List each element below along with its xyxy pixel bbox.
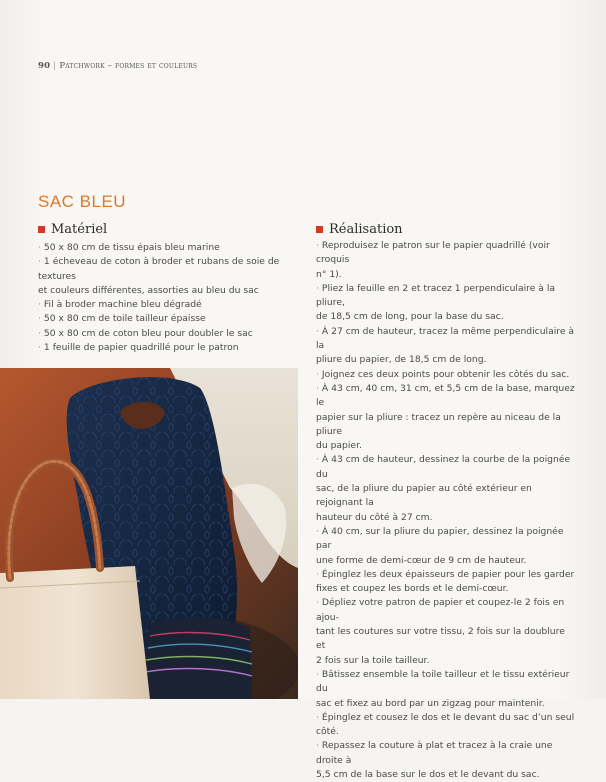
list-item: · À 43 cm de hauteur, dessinez la courbe de la poignée du xyxy=(316,454,571,480)
bag-photo xyxy=(0,368,298,699)
list-item: sac et fixez au bord par un zigzag pour maintenir. xyxy=(316,697,545,709)
list-item: pliure du papier, de 18,5 cm de long. xyxy=(316,354,487,366)
list-item: du papier. xyxy=(316,440,362,452)
list-item: côté. xyxy=(316,726,339,738)
materiel-heading-label: Matériel xyxy=(51,222,108,237)
list-item: · 50 x 80 cm de coton bleu pour doubler le sac xyxy=(38,327,253,339)
list-item: 5,5 cm de la base sur le dos et le devant du sac. xyxy=(316,768,540,780)
list-item: sac, de la pliure du papier au côté extérieur en rejoignant la xyxy=(316,483,532,509)
heading-square-icon xyxy=(316,226,323,233)
list-item: de 18,5 cm de long, pour la base du sac. xyxy=(316,311,504,323)
list-item: · À 43 cm, 40 cm, 31 cm, et 5,5 cm de la base, marquez le xyxy=(316,382,575,409)
list-item: · Repassez la couture à plat et tracez à la craie une droite à xyxy=(316,740,553,766)
list-item: une forme de demi-cœur de 9 cm de hauteur. xyxy=(316,554,527,566)
list-item: tant les coutures sur votre tissu, 2 fois sur la doublure et xyxy=(316,626,565,652)
section-title: Patchwork – formes et couleurs xyxy=(59,61,198,71)
list-item: · Pliez la feuille en 2 et tracez 1 perpendiculaire à la pliure, xyxy=(316,282,556,309)
running-header: 90 | Patchwork – formes et couleurs xyxy=(38,61,198,71)
realisation-heading xyxy=(316,222,403,237)
list-item: · Dépliez votre patron de papier et coupez-le 2 fois en ajou- xyxy=(316,597,565,623)
heading-square-icon xyxy=(38,226,45,233)
list-item: n° 1). xyxy=(316,268,342,280)
list-item: fixes et coupez les bords et le demi-cœur. xyxy=(316,583,509,595)
list-item: et couleurs différentes, assorties au bleu du sac xyxy=(38,284,259,296)
list-item: hauteur du côté à 27 cm. xyxy=(316,511,433,523)
project-title: SAC BLEU xyxy=(38,192,127,211)
realisation-heading-label: Réalisation xyxy=(329,222,403,237)
list-item: · Reproduisez le patron sur le papier quadrillé (voir croquis xyxy=(316,240,550,266)
list-item: · 1 feuille de papier quadrillé pour le patron xyxy=(38,342,239,354)
list-item: papier sur la pliure : tracez un repère au niceau de la pliure xyxy=(316,411,561,437)
list-item: · Épinglez les deux épaisseurs de papier pour les garder xyxy=(316,568,575,580)
materiel-heading xyxy=(38,222,107,237)
list-item: · À 27 cm de hauteur, tracez la même perpendiculaire à la xyxy=(316,325,575,352)
list-item: · 50 x 80 cm de toile tailleur épaisse xyxy=(38,313,206,325)
list-item: · Joignez ces deux points pour obtenir les côtés du sac. xyxy=(316,368,570,380)
materiel-list xyxy=(38,241,300,355)
page-number: 90 xyxy=(38,61,51,71)
list-item: · À 40 cm, sur la pliure du papier, dessinez la poignée par xyxy=(316,525,564,552)
list-item: 2 fois sur la toile tailleur. xyxy=(316,654,430,666)
list-item: · Fil à broder machine bleu dégradé xyxy=(38,299,202,311)
realisation-list xyxy=(316,239,576,782)
list-item: · 1 écheveau de coton à broder et rubans de soie de textures xyxy=(38,256,280,282)
list-item: · 50 x 80 cm de tissu épais bleu marine xyxy=(38,242,220,253)
list-item: · Bâtissez ensemble la toile tailleur et le tissu extérieur du xyxy=(316,668,570,695)
list-item: · Épinglez et cousez le dos et le devant du sac d’un seul xyxy=(316,711,575,723)
